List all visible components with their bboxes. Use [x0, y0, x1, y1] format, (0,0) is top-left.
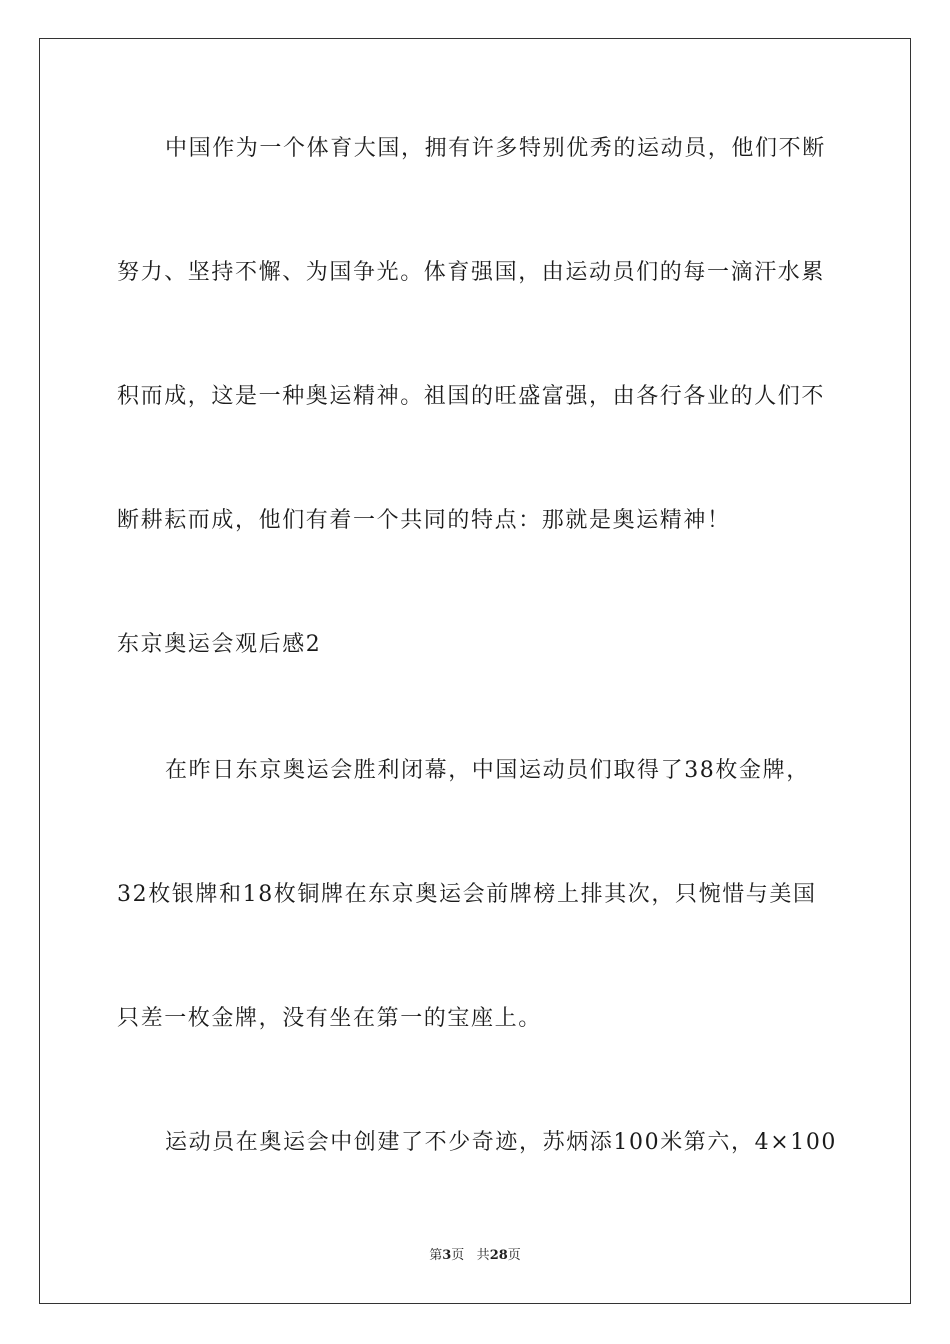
paragraph-1-line-4: 断耕耘而成，他们有着一个共同的特点：那就是奥运精神！: [117, 508, 731, 533]
footer-page-number: 3: [442, 1248, 452, 1263]
paragraph-3-line-1: 运动员在奥运会中创建了不少奇迹，苏炳添100米第六，4×100: [165, 1130, 838, 1155]
paragraph-1-line-2: 努力、坚持不懈、为国争光。体育强国，由运动员们的每一滴汗水累: [117, 260, 826, 285]
paragraph-1-line-1: 中国作为一个体育大国，拥有许多特别优秀的运动员，他们不断: [165, 136, 826, 161]
footer-total-suffix: 页: [507, 1248, 521, 1263]
footer-page-suffix: 页: [451, 1248, 465, 1263]
section-heading: 东京奥运会观后感2: [117, 632, 322, 657]
footer-total-prefix: 共: [476, 1248, 490, 1263]
paragraph-1-line-3: 积而成，这是一种奥运精神。祖国的旺盛富强，由各行各业的人们不: [117, 384, 826, 409]
footer-page-prefix: 第: [429, 1248, 443, 1263]
footer-total-pages: 28: [489, 1248, 508, 1263]
paragraph-2-line-2: 32枚银牌和18枚铜牌在东京奥运会前牌榜上排其次，只惋惜与美国: [117, 882, 817, 907]
page-border: [39, 38, 911, 1304]
paragraph-2-line-1: 在昨日东京奥运会胜利闭幕，中国运动员们取得了38枚金牌，: [165, 758, 810, 783]
paragraph-2-line-3: 只差一枚金牌，没有坐在第一的宝座上。: [117, 1006, 542, 1031]
page-footer: [0, 1247, 950, 1265]
